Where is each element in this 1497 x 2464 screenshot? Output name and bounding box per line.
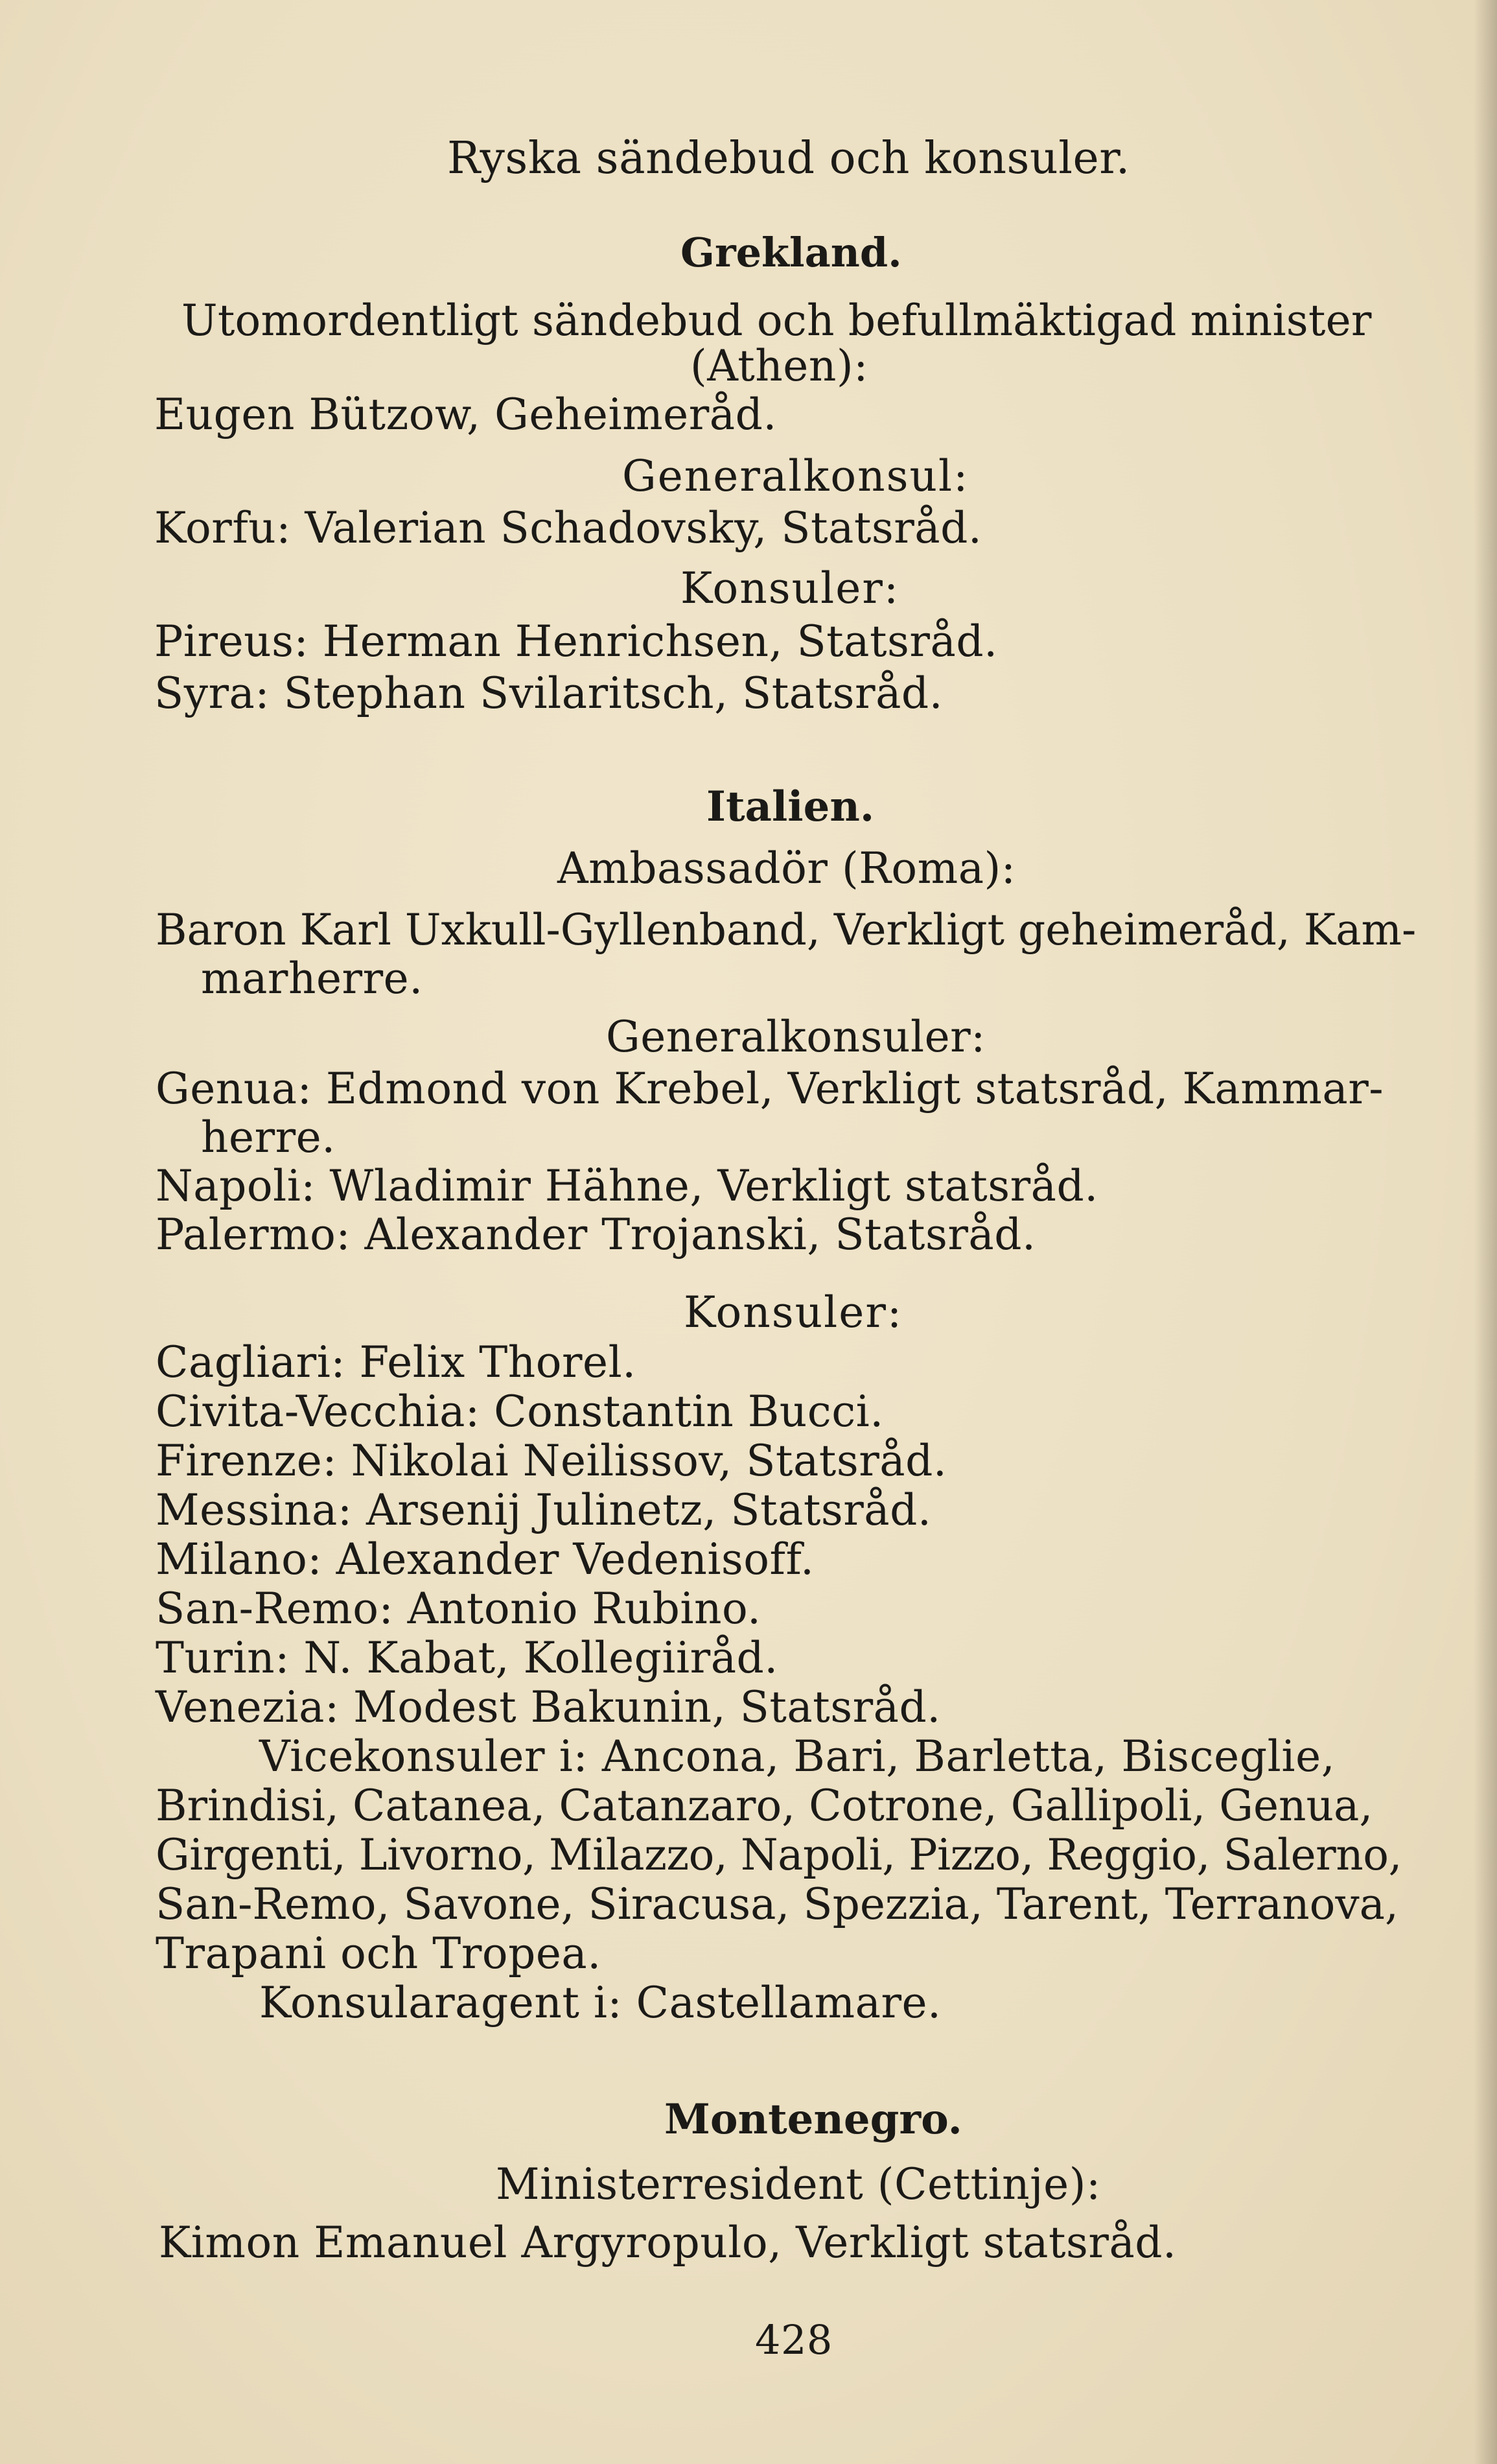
greece-consuls-caption: Konsuler: <box>680 563 900 613</box>
running-title: Ryska sändebud och konsuler. <box>447 133 1130 184</box>
italy-vice-consuls-line-5: Trapani och Tropea. <box>156 1929 601 1978</box>
italy-consul-general-napoli: Napoli: Wladimir Hähne, Verkligt statsråd. <box>156 1161 1098 1211</box>
italy-ambassador-line-2: marherre. <box>201 954 423 1003</box>
italy-consul-venezia: Venezia: Modest Bakunin, Statsråd. <box>156 1682 941 1732</box>
greece-consul-general-caption: Generalkonsul: <box>622 451 969 501</box>
heading-montenegro: Montenegro. <box>664 2095 962 2144</box>
italy-consul-general-genua-line-1: Genua: Edmond von Krebel, Verkligt statsråd, Kammar- <box>156 1064 1384 1114</box>
italy-vice-consuls-line-1: Vicekonsuler i: Ancona, Bari, Barletta, Bisceglie, <box>259 1731 1336 1781</box>
montenegro-resident-caption: Ministerresident (Cettinje): <box>496 2159 1101 2209</box>
montenegro-resident: Kimon Emanuel Argyropulo, Verkligt statsråd. <box>159 2218 1177 2268</box>
page-number: 428 <box>755 2316 833 2364</box>
italy-consuls-caption: Konsuler: <box>684 1287 903 1337</box>
italy-consul-general-palermo: Palermo: Alexander Trojanski, Statsråd. <box>156 1210 1036 1260</box>
italy-vice-consuls-line-4: San-Remo, Savone, Siracusa, Spezzia, Tarent, Terranova, <box>156 1879 1398 1929</box>
greece-envoy-title-line-1: Utomordentligt sändebud och befullmäktigad minister <box>181 296 1372 346</box>
italy-vice-consuls-line-3: Girgenti, Livorno, Milazzo, Napoli, Pizzo, Reggio, Salerno, <box>156 1830 1402 1880</box>
italy-consul-messina: Messina: Arsenij Julinetz, Statsråd. <box>156 1485 932 1535</box>
greece-envoy-title-line-2: (Athen): <box>690 341 868 391</box>
page-edge <box>1474 0 1497 2464</box>
heading-greece: Grekland. <box>680 229 902 276</box>
italy-consul-cagliari: Cagliari: Felix Thorel. <box>156 1337 636 1387</box>
greece-consul-pireus: Pireus: Herman Henrichsen, Statsråd. <box>154 616 998 666</box>
italy-consul-milano: Milano: Alexander Vedenisoff. <box>156 1534 815 1584</box>
italy-consul-turin: Turin: N. Kabat, Kollegiiråd. <box>156 1633 778 1683</box>
italy-consul-civita-vecchia: Civita-Vecchia: Constantin Bucci. <box>156 1387 884 1437</box>
italy-ambassador-caption: Ambassadör (Roma): <box>557 843 1016 893</box>
italy-vice-consuls-line-2: Brindisi, Catanea, Catanzaro, Cotrone, Gallipoli, Genua, <box>156 1781 1373 1831</box>
italy-consular-agent: Konsularagent i: Castellamare. <box>259 1978 942 2028</box>
italy-consuls-general-caption: Generalkonsuler: <box>606 1012 986 1062</box>
greece-consul-syra: Syra: Stephan Svilaritsch, Statsråd. <box>154 668 944 718</box>
heading-italy: Italien. <box>706 782 875 831</box>
italy-ambassador-line-1: Baron Karl Uxkull-Gyllenband, Verkligt geheimeråd, Kam- <box>156 905 1417 955</box>
greece-consul-general: Korfu: Valerian Schadovsky, Statsråd. <box>154 503 982 553</box>
italy-consul-firenze: Firenze: Nikolai Neilissov, Statsråd. <box>156 1436 947 1486</box>
italy-consul-san-remo: San-Remo: Antonio Rubino. <box>156 1584 761 1634</box>
greece-envoy: Eugen Bützow, Geheimeråd. <box>154 390 777 440</box>
italy-consul-general-genua-line-2: herre. <box>201 1112 336 1162</box>
